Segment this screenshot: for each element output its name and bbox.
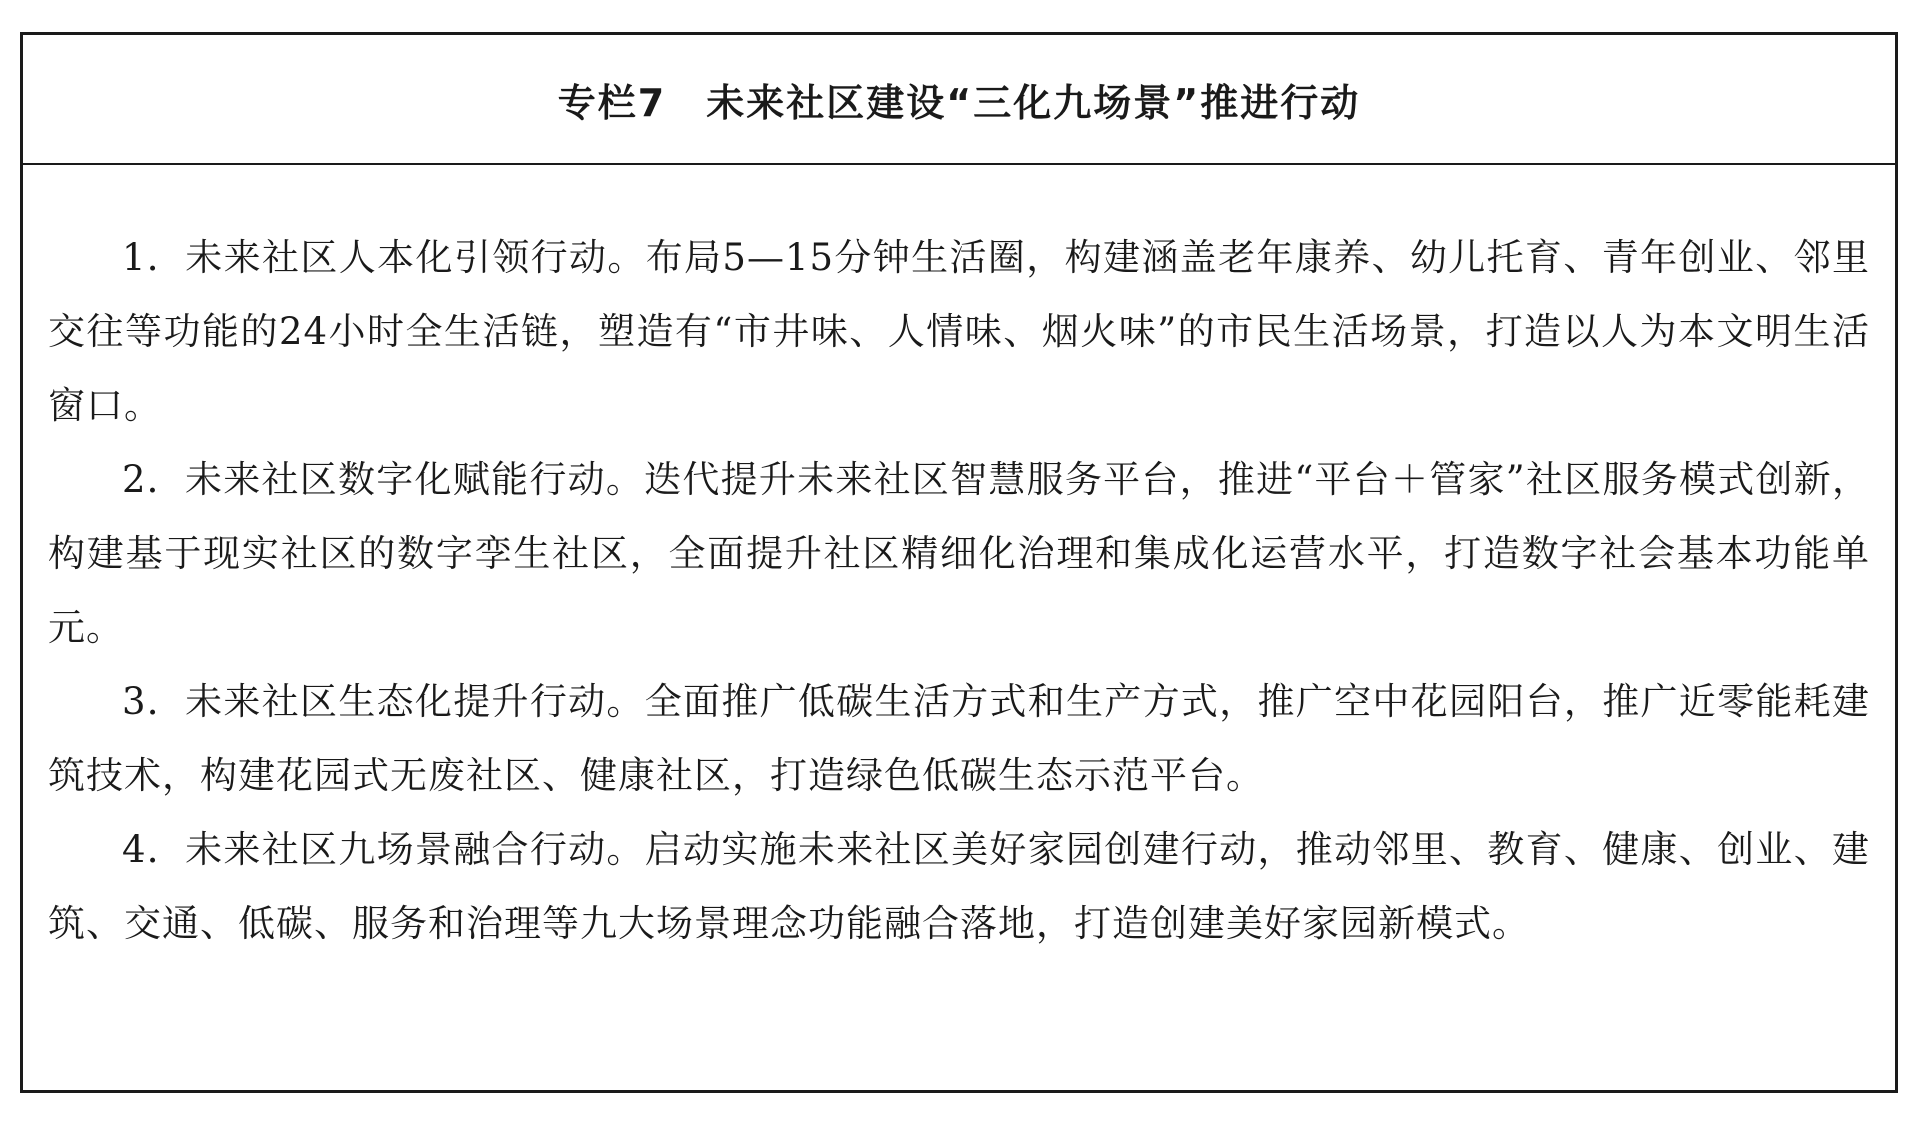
box-content (23, 165, 1895, 961)
paragraph-2: 2．未来社区数字化赋能行动。迭代提升未来社区智慧服务平台，推进“平台＋管家”社区服务模式创新，构建基于现实社区的数字孪生社区，全面提升社区精细化治理和集成化运营水平，打造数字社会基本功能单元。 (48, 458, 1870, 649)
paragraph-4: 4．未来社区九场景融合行动。启动实施未来社区美好家园创建行动，推动邻里、教育、健康、创业、建筑、交通、低碳、服务和治理等九大场景理念功能融合落地，打造创建美好家园新模式。 (48, 828, 1870, 945)
title-bar (23, 35, 1895, 165)
box-title: 专栏7 未来社区建设“三化九场景”推进行动 (557, 80, 1361, 125)
column-box (20, 32, 1898, 1093)
paragraph-1: 1．未来社区人本化引领行动。布局5—15分钟生活圈，构建涵盖老年康养、幼儿托育、青年创业、邻里交往等功能的24小时全生活链，塑造有“市井味、人情味、烟火味”的市民生活场景，打造以人为本文明生活窗口。 (48, 236, 1870, 427)
paragraph-3: 3．未来社区生态化提升行动。全面推广低碳生活方式和生产方式，推广空中花园阳台，推广近零能耗建筑技术，构建花园式无废社区、健康社区，打造绿色低碳生态示范平台。 (48, 680, 1870, 797)
